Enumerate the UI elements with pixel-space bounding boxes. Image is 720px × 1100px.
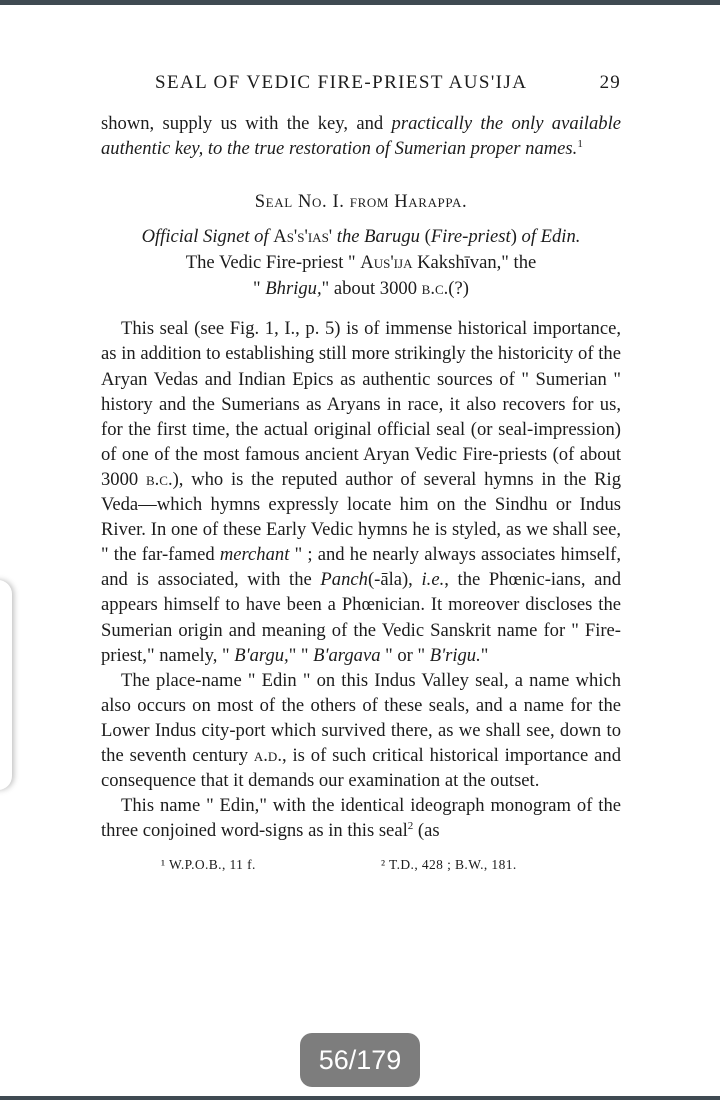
para-italic: i.e.	[421, 569, 445, 591]
seal-heading: Seal No. I. from Harappa.	[254, 191, 468, 213]
signet-text: Fire-priest	[430, 226, 511, 248]
para-text: The place-name " Edin " on this Indus Valley seal, a name which also occurs on most of the others of these seals, and a name for the Lower Indus city-port which survived there, as we shall see, down to the seventh century	[101, 669, 621, 766]
para-date: a.d.	[253, 744, 282, 766]
para-text: " "	[288, 644, 314, 666]
para-text: ), who is the reputed author of several hymns in the Rig Veda—which hymns expressly locate him on the Sindhu or Indus River. In one of these Early Vedic hymns he is styled, as we shall see, " the far-famed	[101, 468, 621, 566]
para-italic: Panch	[320, 569, 368, 591]
bottom-bar	[0, 1096, 720, 1100]
para-text: "	[480, 644, 489, 666]
signet-text: of Edin.	[521, 226, 581, 248]
para-italic: merchant	[219, 544, 290, 566]
para-text: This name " Edin," with the identical ideograph monogram of the three conjoined word-signs as in this seal	[101, 795, 621, 842]
para-italic: B'rigu.	[429, 644, 481, 666]
signet-line-1	[101, 224, 621, 250]
page-number: 29	[599, 72, 621, 93]
signet-caption	[101, 224, 621, 302]
para-date: b.c.	[145, 468, 173, 490]
signet-text: Kakshīvan," the	[412, 252, 537, 274]
signet-text: Bhrigu,	[265, 278, 322, 300]
running-head	[155, 70, 621, 95]
para-text: " ; and he nearly always associates himself, and is associated, with the	[101, 544, 621, 591]
signet-text: " about 3000	[321, 278, 422, 300]
signet-text: The Vedic Fire-priest "	[185, 252, 361, 274]
side-panel-handle[interactable]	[0, 580, 12, 790]
signet-line-2	[101, 250, 621, 276]
signet-text: (	[424, 226, 431, 248]
para-text: " or "	[380, 644, 430, 666]
footnotes	[101, 852, 621, 877]
footnote-marker-2: 2	[407, 820, 414, 833]
para-italic: B'argava	[313, 644, 381, 666]
signet-line-3	[101, 276, 621, 302]
book-page	[101, 70, 621, 877]
body-paragraph-3	[101, 793, 621, 843]
body-paragraph-1	[101, 316, 621, 667]
intro-text: shown, supply us with the key, and	[101, 113, 392, 135]
para-text: (-āla),	[367, 569, 422, 591]
running-head-title: SEAL OF VEDIC FIRE-PRIEST AUS'IJA	[155, 72, 528, 93]
body-paragraph-2	[101, 668, 621, 793]
signet-name: As's'ias'	[273, 226, 333, 248]
para-text: , the Phœnic-ians, and appears himself to have been a Phœnician. It moreover discloses the Sumerian origin and meaning of the Vedic Sanskrit name for " Fire-priest," namely, "	[101, 569, 621, 666]
intro-italic-text: practically the only available authentic key, to the true restoration of Sumerian proper names.	[101, 113, 621, 160]
para-text: (as	[413, 820, 440, 842]
para-text: , is of such critical historical importance and consequence that it demands our examination at the outset.	[101, 744, 621, 792]
top-status-bar	[0, 0, 720, 5]
signet-text: )	[510, 226, 522, 248]
footnote-marker-1: 1	[577, 138, 583, 150]
footnote-1: ¹ W.P.O.B., 11 f.	[161, 857, 256, 873]
para-italic: B'argu,	[234, 644, 289, 666]
intro-paragraph	[101, 111, 621, 161]
footnote-2: ² T.D., 428 ; B.W., 181.	[381, 857, 517, 873]
para-text: This seal (see Fig. 1, I., p. 5) is of immense historical importance, as in addition to establishing still more strikingly the historicity of the Aryan Vedas and Indian Epics as authentic sources of " Sumerian " history and the Sumerians as Aryans in race, it also recovers for us, for the first time, the actual original official seal (or seal-impression) of one of the most famous ancient Aryan Vedic Fire-priests (of about 3000	[101, 318, 621, 490]
signet-text: the Barugu	[332, 226, 425, 248]
signet-text: (?)	[448, 278, 469, 300]
signet-text: "	[253, 278, 266, 300]
page-counter-badge: 56/179	[300, 1033, 420, 1087]
signet-date: b.c.	[421, 278, 449, 300]
signet-text: Official Signet of	[141, 226, 274, 248]
signet-name: Aus'ija	[360, 252, 413, 274]
